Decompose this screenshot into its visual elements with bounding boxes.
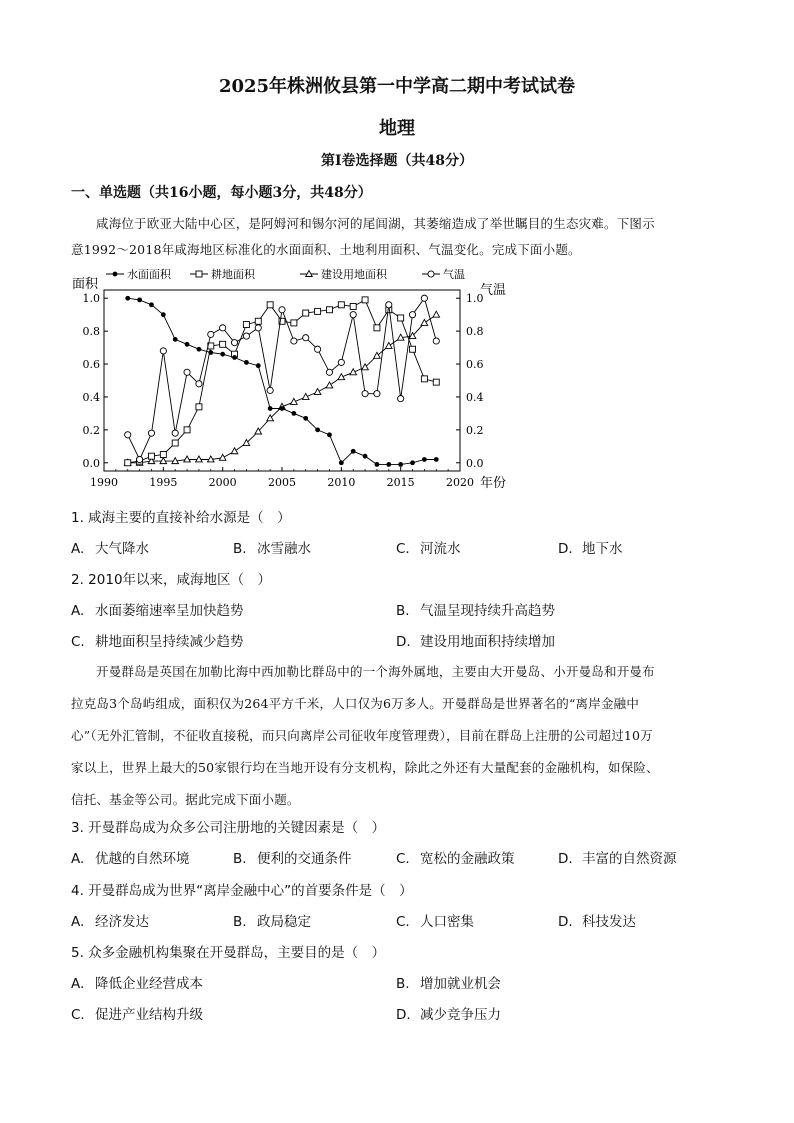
- option-key: B.: [233, 914, 247, 930]
- option-key: C.: [396, 851, 410, 867]
- data-point: [220, 352, 225, 357]
- data-point: [267, 302, 273, 308]
- data-point: [409, 312, 415, 318]
- data-point: [231, 340, 237, 346]
- option-text: 大气降水: [95, 541, 149, 557]
- data-point: [196, 404, 202, 410]
- x-axis-label: 年份: [480, 476, 507, 491]
- exam-title: 2025年株洲攸县第一中学高二期中考试试卷: [218, 76, 576, 97]
- option-text: 宽松的金融政策: [420, 851, 515, 867]
- option-key: A.: [71, 541, 85, 557]
- data-point: [338, 302, 344, 308]
- q3-option-a[interactable]: [71, 847, 190, 867]
- q3-option-b[interactable]: [233, 847, 352, 867]
- data-point: [184, 427, 190, 433]
- data-point: [410, 460, 415, 465]
- data-point: [315, 427, 320, 432]
- q5-option-d[interactable]: [396, 1003, 501, 1023]
- passage-line: 家以上，世界上最大的50家银行均在当地开设有分支机构，除此之外还有大量配套的金融机构，如保险、: [71, 760, 659, 775]
- data-point: [291, 338, 297, 344]
- data-point: [303, 310, 309, 316]
- option-key: D.: [558, 541, 573, 557]
- data-point: [160, 348, 166, 354]
- legend-label: 气温: [443, 268, 465, 281]
- passage-line: 意1992～2018年咸海地区标准化的水面面积、土地利用面积、气温变化。完成下面小题。: [71, 242, 581, 257]
- data-point: [208, 350, 213, 355]
- q2-option-a[interactable]: [71, 599, 244, 619]
- data-point: [160, 458, 167, 464]
- q3-option-d[interactable]: [558, 847, 677, 867]
- data-point: [125, 296, 130, 301]
- data-point: [386, 302, 392, 308]
- data-point: [386, 462, 391, 467]
- data-point: [362, 391, 368, 397]
- data-point: [196, 271, 202, 277]
- data-point: [350, 303, 356, 309]
- option-text: 冰雪融水: [257, 541, 311, 557]
- data-point: [339, 460, 344, 465]
- option-text: 促进产业结构升级: [95, 1007, 203, 1023]
- option-text: 政局稳定: [257, 914, 311, 930]
- data-point: [398, 462, 403, 467]
- q2-option-b[interactable]: [396, 599, 555, 619]
- question-2-stem: 2. 2010年以来，咸海地区（ ）: [71, 572, 272, 588]
- data-point: [113, 272, 118, 277]
- y-tick-label: 0.6: [82, 358, 100, 372]
- data-point: [125, 460, 131, 466]
- data-point: [315, 346, 321, 352]
- x-tick-label: 2000: [208, 476, 237, 489]
- data-point: [196, 456, 203, 462]
- question-3-stem: 3. 开曼群岛成为众多公司注册地的关键因素是（ ）: [71, 820, 386, 836]
- data-point: [362, 297, 368, 303]
- y2-tick-label: 0.8: [466, 325, 484, 339]
- q4-option-b[interactable]: [233, 910, 311, 930]
- data-point: [255, 318, 261, 324]
- data-point: [160, 452, 166, 458]
- x-tick-label: 2010: [327, 476, 356, 489]
- q5-option-b[interactable]: [396, 972, 501, 992]
- option-text: 减少竞争压力: [420, 1007, 501, 1023]
- option-key: A.: [71, 914, 85, 930]
- option-text: 增加就业机会: [420, 976, 501, 992]
- data-point: [267, 387, 273, 393]
- question-1-stem: 1. 咸海主要的直接补给水源是（ ）: [71, 510, 291, 526]
- q5-option-c[interactable]: [71, 1003, 203, 1023]
- q1-option-b[interactable]: [233, 537, 311, 557]
- q4-option-c[interactable]: [396, 910, 474, 930]
- chart-legend: [106, 267, 465, 281]
- data-point: [185, 342, 190, 347]
- section-heading: 一、单选题（共16小题，每小题3分，共48分）: [71, 185, 372, 201]
- data-point: [363, 454, 368, 459]
- option-key: D.: [396, 634, 411, 650]
- data-point: [280, 406, 285, 411]
- option-key: C.: [71, 1007, 85, 1023]
- passage-cayman: [71, 656, 659, 816]
- y2-tick-label: 1.0: [466, 292, 484, 306]
- y2-tick-label: 0.4: [466, 390, 484, 404]
- passage-aral-sea: [71, 211, 655, 263]
- data-point: [173, 337, 178, 342]
- data-point: [428, 271, 434, 277]
- option-text: 耕地面积呈持续减少趋势: [95, 634, 244, 650]
- option-text: 河流水: [420, 541, 461, 557]
- data-point: [326, 382, 333, 388]
- data-point: [196, 381, 202, 387]
- data-point: [375, 462, 380, 467]
- option-key: D.: [558, 851, 573, 867]
- data-point: [338, 359, 344, 365]
- option-key: C.: [71, 634, 85, 650]
- option-key: B.: [233, 851, 247, 867]
- passage-line: 拉克岛3个岛屿组成，面积仅为264平方千米，人口仅为6万多人。开曼群岛是世界著名的“离岸金融中: [71, 696, 640, 711]
- data-point: [434, 457, 439, 462]
- q1-option-d[interactable]: [558, 537, 623, 557]
- data-point: [220, 341, 226, 347]
- data-point: [219, 454, 226, 460]
- data-point: [421, 319, 428, 325]
- data-point: [137, 297, 142, 302]
- data-point: [184, 369, 190, 375]
- q3-option-c[interactable]: [396, 847, 515, 867]
- data-point: [161, 312, 166, 317]
- data-point: [314, 389, 321, 395]
- data-point: [256, 363, 261, 368]
- data-point: [326, 307, 332, 313]
- data-point: [149, 302, 154, 307]
- data-point: [386, 342, 393, 348]
- data-point: [137, 456, 143, 462]
- data-point: [197, 347, 202, 352]
- data-point: [184, 456, 191, 462]
- y-tick-label: 0.2: [82, 423, 100, 437]
- data-point: [315, 308, 321, 314]
- option-text: 科技发达: [582, 914, 636, 930]
- option-key: A.: [71, 976, 85, 992]
- q4-option-a[interactable]: [71, 910, 149, 930]
- data-point: [208, 331, 214, 337]
- option-text: 气温呈现持续升高趋势: [420, 603, 555, 619]
- passage-line: 心”（无外汇管制，不征收直接税，而只向离岸公司征收年度管理费），目前在群岛上注册的公司超过10万: [71, 728, 653, 743]
- question-5-stem: 5. 众多金融机构集聚在开曼群岛，主要目的是（ ）: [71, 945, 386, 961]
- q2-option-c[interactable]: [71, 630, 244, 650]
- y2-axis-label: 气温: [480, 283, 507, 298]
- option-key: C.: [396, 914, 410, 930]
- data-point: [421, 295, 427, 301]
- y2-tick-label: 0.6: [466, 358, 484, 372]
- data-point: [279, 307, 285, 313]
- q1-option-a[interactable]: [71, 537, 149, 557]
- x-tick-label: 2020: [446, 476, 474, 489]
- y-tick-label: 0.0: [82, 456, 100, 470]
- data-point: [398, 315, 404, 321]
- data-point: [303, 416, 308, 421]
- data-point: [374, 391, 380, 397]
- legend-label: 耕地面积: [211, 268, 255, 281]
- data-point: [148, 430, 154, 436]
- q1-option-c[interactable]: [396, 537, 461, 557]
- data-point: [231, 448, 238, 454]
- data-point: [374, 352, 381, 358]
- aral-sea-chart: [60, 264, 520, 500]
- option-text: 水面萎缩速率呈加快趋势: [95, 603, 244, 619]
- option-key: B.: [233, 541, 247, 557]
- part-heading: 第Ⅰ卷选择题（共48分）: [320, 153, 474, 169]
- data-point: [374, 325, 380, 331]
- option-key: C.: [396, 541, 410, 557]
- y-axis-label: 面积: [72, 277, 99, 292]
- data-point: [243, 333, 249, 339]
- data-point: [125, 432, 131, 438]
- option-text: 建设用地面积持续增加: [420, 634, 555, 650]
- data-point: [148, 453, 154, 459]
- data-point: [291, 411, 296, 416]
- y-tick-label: 0.8: [82, 325, 100, 339]
- y2-tick-label: 0.0: [466, 456, 484, 470]
- option-key: A.: [71, 851, 85, 867]
- data-point: [243, 322, 249, 328]
- legend-label: 水面面积: [127, 268, 171, 281]
- option-text: 人口密集: [420, 914, 474, 930]
- option-key: A.: [71, 603, 85, 619]
- y-tick-label: 0.4: [82, 390, 100, 404]
- option-key: D.: [396, 1007, 411, 1023]
- data-point: [244, 360, 249, 365]
- q5-option-a[interactable]: [71, 972, 203, 992]
- data-point: [268, 406, 273, 411]
- x-tick-label: 2005: [268, 476, 296, 489]
- plot-frame: [104, 290, 460, 471]
- data-point: [303, 335, 309, 341]
- data-point: [350, 312, 356, 318]
- option-text: 降低企业经营成本: [95, 976, 203, 992]
- data-point: [410, 346, 416, 352]
- data-point: [172, 440, 178, 446]
- option-text: 地下水: [582, 541, 623, 557]
- option-text: 优越的自然环境: [95, 851, 190, 867]
- data-point: [422, 457, 427, 462]
- data-point: [326, 369, 332, 375]
- x-tick-label: 1995: [149, 476, 178, 489]
- option-key: B.: [396, 603, 410, 619]
- passage-line: 咸海位于欧亚大陆中心区，是阿姆河和锡尔河的尾闾湖，其萎缩造成了举世瞩目的生态灾难。下图示: [96, 216, 655, 231]
- passage-line: 开曼群岛是英国在加勒比海中西加勒比群岛中的一个海外属地，主要由大开曼岛、小开曼岛和开曼布: [96, 664, 655, 679]
- option-text: 经济发达: [95, 914, 149, 930]
- series-2: [125, 297, 440, 466]
- subject-title: 地理: [379, 118, 415, 139]
- data-point: [232, 355, 237, 360]
- data-point: [433, 338, 439, 344]
- data-point: [351, 449, 356, 454]
- data-point: [421, 376, 427, 382]
- data-point: [398, 396, 404, 402]
- x-tick-label: 1990: [90, 476, 118, 489]
- x-tick-label: 2015: [386, 476, 415, 489]
- data-point: [220, 325, 226, 331]
- data-point: [172, 430, 178, 436]
- passage-line: 信托、基金等公司。据此完成下面小题。: [71, 792, 300, 807]
- y-tick-label: 1.0: [82, 292, 100, 306]
- y2-tick-label: 0.2: [466, 423, 484, 437]
- option-key: D.: [558, 914, 573, 930]
- option-key: B.: [396, 976, 410, 992]
- q2-option-d[interactable]: [396, 630, 555, 650]
- data-point: [255, 325, 261, 331]
- option-text: 便利的交通条件: [257, 851, 352, 867]
- option-text: 丰富的自然资源: [582, 851, 677, 867]
- data-point: [291, 320, 297, 326]
- data-point: [433, 311, 440, 317]
- data-point: [306, 271, 313, 277]
- question-4-stem: 4. 开曼群岛成为世界“离岸金融中心”的首要条件是（ ）: [71, 883, 413, 899]
- legend-label: 建设用地面积: [321, 268, 387, 281]
- data-point: [433, 379, 439, 385]
- q4-option-d[interactable]: [558, 910, 636, 930]
- data-point: [327, 432, 332, 437]
